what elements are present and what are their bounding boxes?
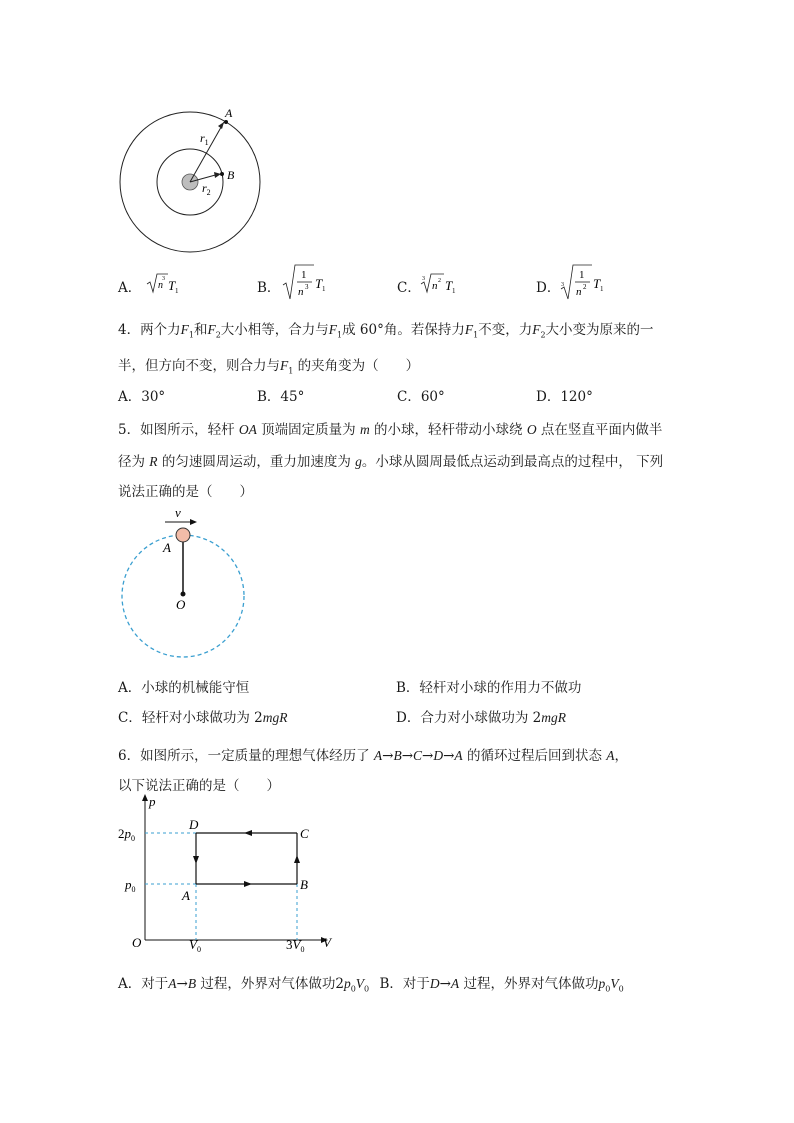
label-2p0: $2p_0$ xyxy=(118,826,135,843)
radius-r1-arrowhead xyxy=(218,122,224,129)
period-T-sub: 1 xyxy=(600,285,604,293)
symbol-mgR: mgR xyxy=(541,710,566,725)
label-V: V xyxy=(323,935,331,950)
arrow-CD xyxy=(244,830,252,836)
coefficient: 2 xyxy=(335,976,344,992)
q3-option-c-formula xyxy=(420,268,462,298)
fraction-numerator: 1 xyxy=(579,269,585,281)
label-r1: $r_1$ xyxy=(200,131,209,147)
arrow-BC xyxy=(294,855,300,863)
arrow: → xyxy=(176,976,188,992)
arrow: → xyxy=(443,748,455,764)
symbol-p: p xyxy=(343,976,351,991)
q5-text: 顶端固定质量为 xyxy=(256,422,360,438)
state-A: A xyxy=(168,976,177,991)
q3-option-a-label: A． xyxy=(118,280,142,296)
state-A: A xyxy=(454,748,463,763)
q5-line-2 xyxy=(118,450,663,470)
q4-option-d: D．120° xyxy=(536,389,593,405)
fraction-denominator: n xyxy=(576,286,582,298)
period-T: T xyxy=(445,278,453,293)
q4-text: 大小相等，合力与 xyxy=(220,322,329,338)
radical-index: 3 xyxy=(422,276,425,282)
q4-line-2 xyxy=(118,354,419,376)
point-A xyxy=(224,120,228,124)
state-B: B xyxy=(187,976,197,991)
q4-option-c: C．60° xyxy=(397,389,445,405)
label-B: B xyxy=(300,877,308,892)
rod-circle-figure xyxy=(115,502,255,662)
q3-option-d-label: D． xyxy=(536,280,561,296)
q5-line-1 xyxy=(118,418,662,438)
label-C: C xyxy=(300,826,309,841)
q6-text: 6．如图所示，一定质量的理想气体经历了 xyxy=(118,748,374,764)
q5-line-3 xyxy=(118,480,253,500)
q5-text: 径为 xyxy=(118,454,150,470)
arrow-AB xyxy=(244,881,252,887)
subscript: 1 xyxy=(188,330,194,340)
period-T: T xyxy=(168,278,176,293)
state-B: B xyxy=(393,748,402,763)
label-p0: $p_0$ xyxy=(125,877,136,894)
pivot-O xyxy=(181,592,186,597)
q6-line-2 xyxy=(118,774,280,794)
denominator-exp: 2 xyxy=(583,283,587,291)
label-v: v xyxy=(175,505,181,520)
q6-text: 的循环过程后回到状态 xyxy=(462,748,607,764)
subscript: 1 xyxy=(337,330,343,340)
fraction-denominator: n xyxy=(298,286,304,298)
radical-base: n xyxy=(432,280,438,292)
subscript: 0 xyxy=(618,984,624,994)
label-V0: $V_0$ xyxy=(189,937,201,954)
subscript: 1 xyxy=(288,366,294,376)
q5-text: 点在竖直平面内做半 xyxy=(536,422,663,438)
state-A: A xyxy=(373,748,383,763)
pV-diagram xyxy=(112,792,342,958)
force-symbol: F xyxy=(328,322,338,337)
label-B: B xyxy=(227,168,235,182)
q5-option-a: A．小球的机械能守恒 xyxy=(118,680,250,696)
subscript: 2 xyxy=(540,330,546,340)
subscript: 0 xyxy=(605,984,611,994)
q4-text: 半，但方向不变，则合力与 xyxy=(118,358,280,374)
subscript: 2 xyxy=(215,330,221,340)
velocity-arrowhead xyxy=(190,519,197,525)
state-D: D xyxy=(433,748,444,763)
q4-text: 成 60°角。若保持力 xyxy=(342,322,465,338)
arrow: → xyxy=(382,748,394,764)
period-T: T xyxy=(315,276,323,291)
subscript: 1 xyxy=(473,330,479,340)
force-symbol: F xyxy=(207,322,216,337)
q6-option-a xyxy=(118,976,369,992)
q4-text: 4．两个力 xyxy=(118,322,181,338)
q4-option-b: B．45° xyxy=(257,389,305,405)
q5-text: 的匀速圆周运动，重力加速度为 xyxy=(157,454,356,470)
fraction-numerator: 1 xyxy=(301,269,307,281)
q6-option-a-text: A．对于 xyxy=(118,976,169,992)
arrow: → xyxy=(422,748,434,764)
q4-option-a: A．30° xyxy=(118,389,166,405)
period-T-sub: 1 xyxy=(452,287,456,295)
force-symbol: F xyxy=(532,322,541,337)
symbol-V: V xyxy=(355,976,365,991)
q6-option-b-text: 过程，外界对气体做功 xyxy=(459,976,599,992)
label-A: A xyxy=(182,888,190,903)
symbol-g: g xyxy=(355,454,362,469)
q3-option-b-label: B． xyxy=(257,280,281,296)
q5-option-d xyxy=(396,706,566,726)
q4-text: 大小变为原来的一 xyxy=(545,322,654,338)
q6-option-a-text: 过程，外界对气体做功 xyxy=(196,976,336,992)
q6-line-1 xyxy=(118,744,628,764)
label-A: A xyxy=(225,106,233,120)
label-origin: O xyxy=(132,935,142,950)
label-A: A xyxy=(163,540,171,555)
p-axis-arrowhead xyxy=(142,794,148,801)
radical-index: 3 xyxy=(561,282,564,288)
period-T: T xyxy=(593,276,601,291)
q4-text: 不变，力 xyxy=(478,322,533,338)
force-symbol: F xyxy=(180,322,189,337)
q5-text: 说法正确的是（ ） xyxy=(118,484,253,500)
symbol-V: V xyxy=(610,976,619,991)
state-A: A xyxy=(450,976,460,991)
q5-option-c-text: C．轻杆对小球做功为 2 xyxy=(118,710,263,726)
q6-option-b xyxy=(379,976,623,992)
q4-line-1 xyxy=(118,318,654,340)
q4-text: 的夹角变为（ ） xyxy=(293,358,420,374)
symbol-OA: OA xyxy=(238,422,257,437)
q6-options-row xyxy=(118,972,624,994)
radical-exp: 3 xyxy=(162,276,165,282)
period-T-sub: 1 xyxy=(322,285,326,293)
q6-option-b-text: B．对于 xyxy=(379,976,430,992)
q3-option-d-formula xyxy=(560,263,606,303)
period-T-sub: 1 xyxy=(175,287,179,295)
symbol-R: R xyxy=(149,454,158,469)
symbol-O: O xyxy=(526,422,537,437)
symbol-m: m xyxy=(359,422,370,437)
label-p: p xyxy=(149,794,156,809)
state-A: A xyxy=(606,748,615,763)
q3-option-c-label: C． xyxy=(397,280,421,296)
state-D: D xyxy=(429,976,440,991)
q6-text: ， xyxy=(614,748,628,764)
radical-base: n xyxy=(158,280,163,291)
label-r2: $r_2$ xyxy=(202,181,211,197)
arrow: → xyxy=(401,748,414,764)
arrow: → xyxy=(439,976,451,992)
q5-option-c xyxy=(118,706,287,726)
q5-option-d-text: D．合力对小球做功为 2 xyxy=(396,710,542,726)
q5-text: 的小球，轻杆带动小球绕 xyxy=(369,422,527,438)
q5-text: 5．如图所示，轻杆 xyxy=(118,422,239,438)
label-D: D xyxy=(189,817,199,832)
force-symbol: F xyxy=(280,358,289,373)
q4-text: 和 xyxy=(193,322,208,338)
radius-r1-line xyxy=(190,122,224,182)
q3-option-b-formula xyxy=(282,263,328,303)
force-symbol: F xyxy=(464,322,474,337)
state-C: C xyxy=(413,748,423,763)
denominator-exp: 3 xyxy=(305,283,309,291)
q3-option-a-formula xyxy=(146,268,186,298)
symbol-mgR: mgR xyxy=(262,710,288,725)
symbol-p: p xyxy=(598,976,606,991)
subscript: 0 xyxy=(364,984,370,994)
orbit-figure xyxy=(112,100,272,260)
label-3V0: $3V_0$ xyxy=(286,937,305,954)
q6-text: 以下说法正确的是（ ） xyxy=(118,778,280,794)
arrow-DA xyxy=(193,856,199,864)
q5-option-b: B．轻杆对小球的作用力不做功 xyxy=(396,680,582,696)
radius-r2-arrowhead xyxy=(214,172,221,178)
point-B xyxy=(220,172,224,176)
q5-text: 。小球从圆周最低点运动到最高点的过程中， 下列 xyxy=(361,454,664,470)
radical-exp: 2 xyxy=(438,278,441,284)
label-O: O xyxy=(176,597,186,612)
subscript: 0 xyxy=(350,984,356,994)
ball xyxy=(176,528,190,542)
